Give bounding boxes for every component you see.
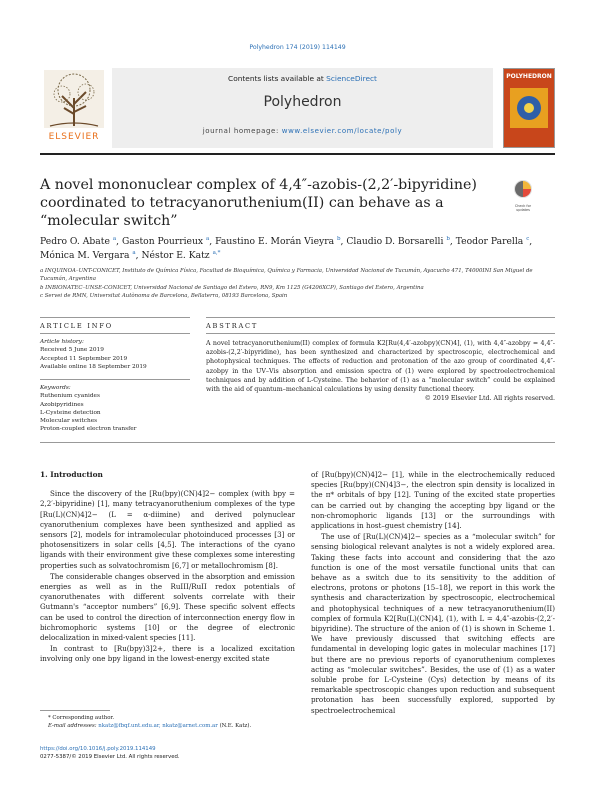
- paragraph: The considerable changes observed in the absorption and emission energies as well as in the RuIII/RuII redox potentials of cyanoruthenates with different solvents correlate with their Gutmann's “acceptor numbers” [6,9]. These specific solvent effects can be used to control the direction of interconnection energy flow in bichromophoric systems [10] or the degree of electronic delocalization in mixed-valent species [11].: [40, 571, 295, 643]
- journal-cover-image: [503, 68, 555, 148]
- author[interactable]: Pedro O. Abate $^a$: [40, 235, 117, 247]
- article-title: A novel mononuclear complex of 4,4″-azobis-(2,2′-bipyridine) coordinated to tetracyanoruthenium(II) can behave as a “molecular switch”: [40, 177, 477, 229]
- abstract-copyright: © 2019 Elsevier Ltd. All rights reserved.: [424, 395, 555, 403]
- contents-line: [112, 74, 493, 83]
- abstract-rule: [206, 317, 555, 318]
- history-label: Article history:: [40, 339, 84, 345]
- journal-reference[interactable]: Polyhedron 174 (2019) 114149: [249, 44, 346, 51]
- body-column-right: [311, 470, 555, 716]
- homepage-prefix: journal homepage:: [202, 127, 282, 135]
- affiliations: [40, 267, 555, 301]
- email-label: E-mail addresses:: [48, 722, 99, 729]
- abstract-bottom-rule: [40, 442, 555, 443]
- history-received: Received 5 June 2019: [40, 347, 104, 354]
- abstract-rule-2: [206, 333, 555, 334]
- journal-name: Polyhedron: [263, 94, 342, 110]
- abstract-text: A novel tetracyanoruthenium(II) complex of formula K2[Ru(4,4′-azobpy)(CN)4], (1), with 4,4″-azobpy = 4,4″-azobis-(2,2′-bipyridine), has been synthesized and characterized by spectroscopic, electrochemical and photophysical techniques. The effects of reduction and protonation of the azo group of coordinated 4,4″-azobpy in the UV–Vis absorption and emission spectra of (1) were explored by spectroelectrochemical techniques and by addition of L-Cysteine. The behavior of (1) as a “molecular switch” could be explained with the aid of quantum–mechanical calculations by using density functional theory.: [206, 340, 555, 394]
- keywords-label: Keywords:: [40, 385, 71, 391]
- author[interactable]: Teodor Parella $^c$: [455, 235, 530, 247]
- keyword[interactable]: L-Cysteine detection: [40, 409, 101, 416]
- keywords-rule: [40, 379, 190, 380]
- author[interactable]: Mónica M. Vergara $^a$: [40, 249, 136, 261]
- author[interactable]: Néstor E. Katz $^{a,*}$: [141, 249, 221, 261]
- sciencedirect-link[interactable]: ScienceDirect: [326, 74, 377, 83]
- keywords: [40, 384, 190, 434]
- article-info-rule-2: [40, 333, 190, 334]
- author[interactable]: Gaston Pourrieux $^a$: [121, 235, 210, 247]
- affiliation-c: c Servei de RMN, Universitat Autònoma de Barcelona, Bellaterra, 08193 Barcelona, Spain: [40, 293, 288, 300]
- check-for-updates-badge[interactable]: [510, 178, 536, 212]
- body-column-left: [40, 470, 295, 665]
- email-suffix: (N.E. Katz).: [217, 722, 252, 729]
- paragraph: Since the discovery of the [Ru(bpy)(CN)4]2− complex (with bpy = 2,2′-bipyridine) [1], many tetracyanoruthenium complexes of the type [Ru(L)(CN)4]2− (L = α-diimine) and derived polynuclear cyanoruthenium complexes have been synthesized and applied as sensors [2], models for intramolecular photoinduced processes [3] or photosensitizers in solar cells [4,5]. The interactions of the cyano ligands with their environment give these complexes some interesting properties such as solvatochromism [6,7] or metallochromism [8].: [40, 489, 295, 570]
- cover-illustration-icon: [504, 80, 554, 140]
- footnote: [48, 715, 298, 731]
- article-info-heading: ARTICLE INFO: [40, 322, 113, 330]
- abstract-body: [206, 339, 555, 403]
- elsevier-logo: [40, 68, 108, 148]
- paragraph: In contrast to [Ru(bpy)3]2+, there is a localized excitation involving only one bpy ligand in the lowest-energy excited state: [40, 644, 295, 664]
- article-history: [40, 338, 190, 371]
- email-line: [48, 723, 298, 731]
- homepage-link[interactable]: www.elsevier.com/locate/poly: [281, 127, 403, 135]
- issn-line: 0277-5387/© 2019 Elsevier Ltd. All rights reserved.: [40, 754, 180, 760]
- history-accepted: Accepted 11 September 2019: [40, 355, 128, 362]
- check-badge-label: Check for updates: [514, 204, 532, 212]
- article-info-rule: [40, 317, 190, 318]
- author-list: Pedro O. Abate $^a$, Gaston Pourrieux $^a$, Faustino E. Morán Vieyra $^b$, Claudio D. Borsarelli $^b$, Teodor Parella $^c$, Mónica M. Vergara $^a$, Néstor E. Katz $^{a,*}$: [40, 235, 533, 261]
- email-links[interactable]: nkatz@fbqf.unt.edu.ar, nkatz@arnet.com.ar: [98, 722, 218, 729]
- contents-prefix: Contents lists available at: [228, 74, 327, 83]
- journal-homepage: [112, 127, 493, 135]
- publisher-logo-text: ELSEVIER: [48, 132, 100, 142]
- keyword[interactable]: Ruthenium cyanides: [40, 393, 100, 400]
- corresponding-author-note: * Corresponding author.: [48, 715, 115, 721]
- section-heading: 1. Introduction: [40, 470, 103, 479]
- keyword[interactable]: Azobipyridines: [40, 401, 84, 408]
- doi-link[interactable]: https://doi.org/10.1016/j.poly.2019.114149: [40, 746, 156, 752]
- check-for-updates-icon: [510, 178, 536, 200]
- cover-title: POLYHEDRON: [506, 73, 552, 80]
- keyword[interactable]: Proton-coupled electron transfer: [40, 426, 137, 433]
- affiliation-a: a INQUINOA–UNT-CONICET, Instituto de Química Física, Facultad de Bioquímica, Química y Farmacia, Universidad Nacional de Tucumán, Ayacucho 471, T4000INI San Miguel de Tucumán, Argentina: [40, 268, 533, 283]
- paragraph: The use of [Ru(L)(CN)4]2− species as a “molecular switch” for sensing biological relevant analytes is not a widely explored area. Taking these facts into account and considering that the azo function is one of the most versatile functional units that can behave as a switch due to its sensitivity to the addition of electrons, protons or photons [15–18], we report in this work the synthesis and characterization by spectroscopic, electrochemical and photophysical techniques of a new tetracyanoruthenium(II) complex of formula K2[Ru(L)(CN)4], (1), with L = 4,4″-azobis-(2,2′-bipyridine). The structure of the anion of (1) is shown in Scheme 1. We have previously discussed that switching effects are fundamental in developing logic gates in molecular machines [17] but there are no previous reports of cyanoruthenium complexes acting as “molecular switches”. Besides, the use of (1) as a water soluble probe for L-Cysteine (Cys) detection by means of its remarkable spectroscopic changes upon reduction and subsequent protonation has been successfully explored, supported by spectroelectrochemical: [311, 532, 555, 715]
- paragraph: of [Ru(bpy)(CN)4]2− [1], while in the electrochemically reduced species [Ru(bpy)(CN)4]3−, the electron spin density is localized in the π* orbitals of bpy [12]. Tuning of the excited state properties can be carried out by changing the accepting bpy ligand or the non-chromophoric ligands [13] or the surroundings with applications in host–guest chemistry [14].: [311, 470, 555, 531]
- author[interactable]: Claudio D. Borsarelli $^b$: [346, 235, 450, 247]
- history-online: Available online 18 September 2019: [40, 363, 147, 370]
- affiliation-b: b INBIONATEC–UNSE-CONICET, Universidad Nacional de Santiago del Estero, RN9, Km 1125 (G4206XCP), Santiago del Estero, Argentina: [40, 284, 424, 291]
- keyword[interactable]: Molecular switches: [40, 418, 98, 425]
- footnote-rule: [40, 710, 110, 711]
- header-rule: [40, 153, 555, 155]
- abstract-heading: ABSTRACT: [206, 322, 259, 330]
- author[interactable]: Faustino E. Morán Vieyra $^b$: [215, 235, 341, 247]
